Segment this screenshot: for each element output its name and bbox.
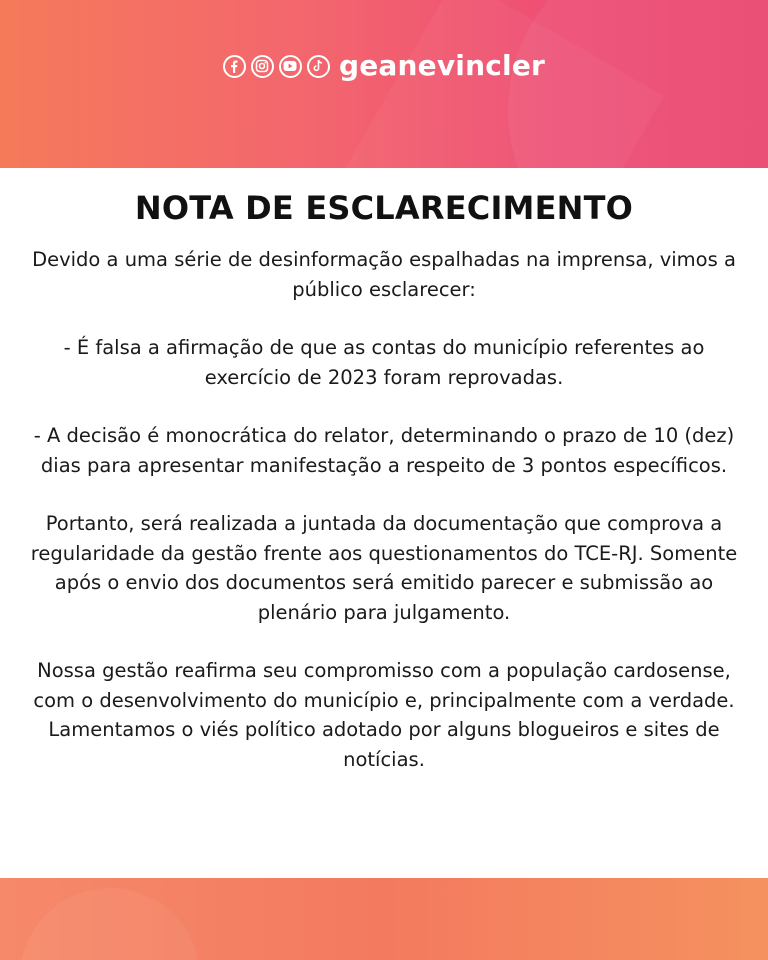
notice-paragraph-documentation: Portanto, será realizada a juntada da documentação que comprova a regularidade da gestão frente aos questionamentos do TCE-RJ. Somente após o envio dos documentos será emitido parecer e submissão ao plenário para julgamento. [30,512,738,624]
notice-title: NOTA DE ESCLARECIMENTO [134,189,634,227]
notice-paragraph-commitment: Nossa gestão reafirma seu compromisso com a população cardosense, com o desenvolvimento do município e, principalmente com a verdade. Lamentamos o viés político adotado por alguns blogueiros e sites de notícias. [33,659,735,771]
notice-paragraph-decision: - A decisão é monocrática do relator, determinando o prazo de 10 (dez) dias para apresentar manifestação a respeito de 3 pontos específicos. [33,424,735,477]
header-band [0,0,768,168]
footer-band [0,878,768,960]
notice-paragraph-intro: Devido a uma série de desinformação espalhadas na imprensa, vimos a público esclarecer: [32,248,736,301]
instagram-icon[interactable] [251,55,274,78]
youtube-icon[interactable] [279,55,302,78]
brand-name: geanevincler [338,49,546,82]
facebook-icon[interactable] [223,55,246,78]
tiktok-icon[interactable] [307,55,330,78]
notice-content [0,168,768,878]
notice-paragraph-accounts: - É falsa a afirmação de que as contas do município referentes ao exercício de 2023 foram reprovadas. [63,336,705,389]
brand-row [0,44,768,88]
